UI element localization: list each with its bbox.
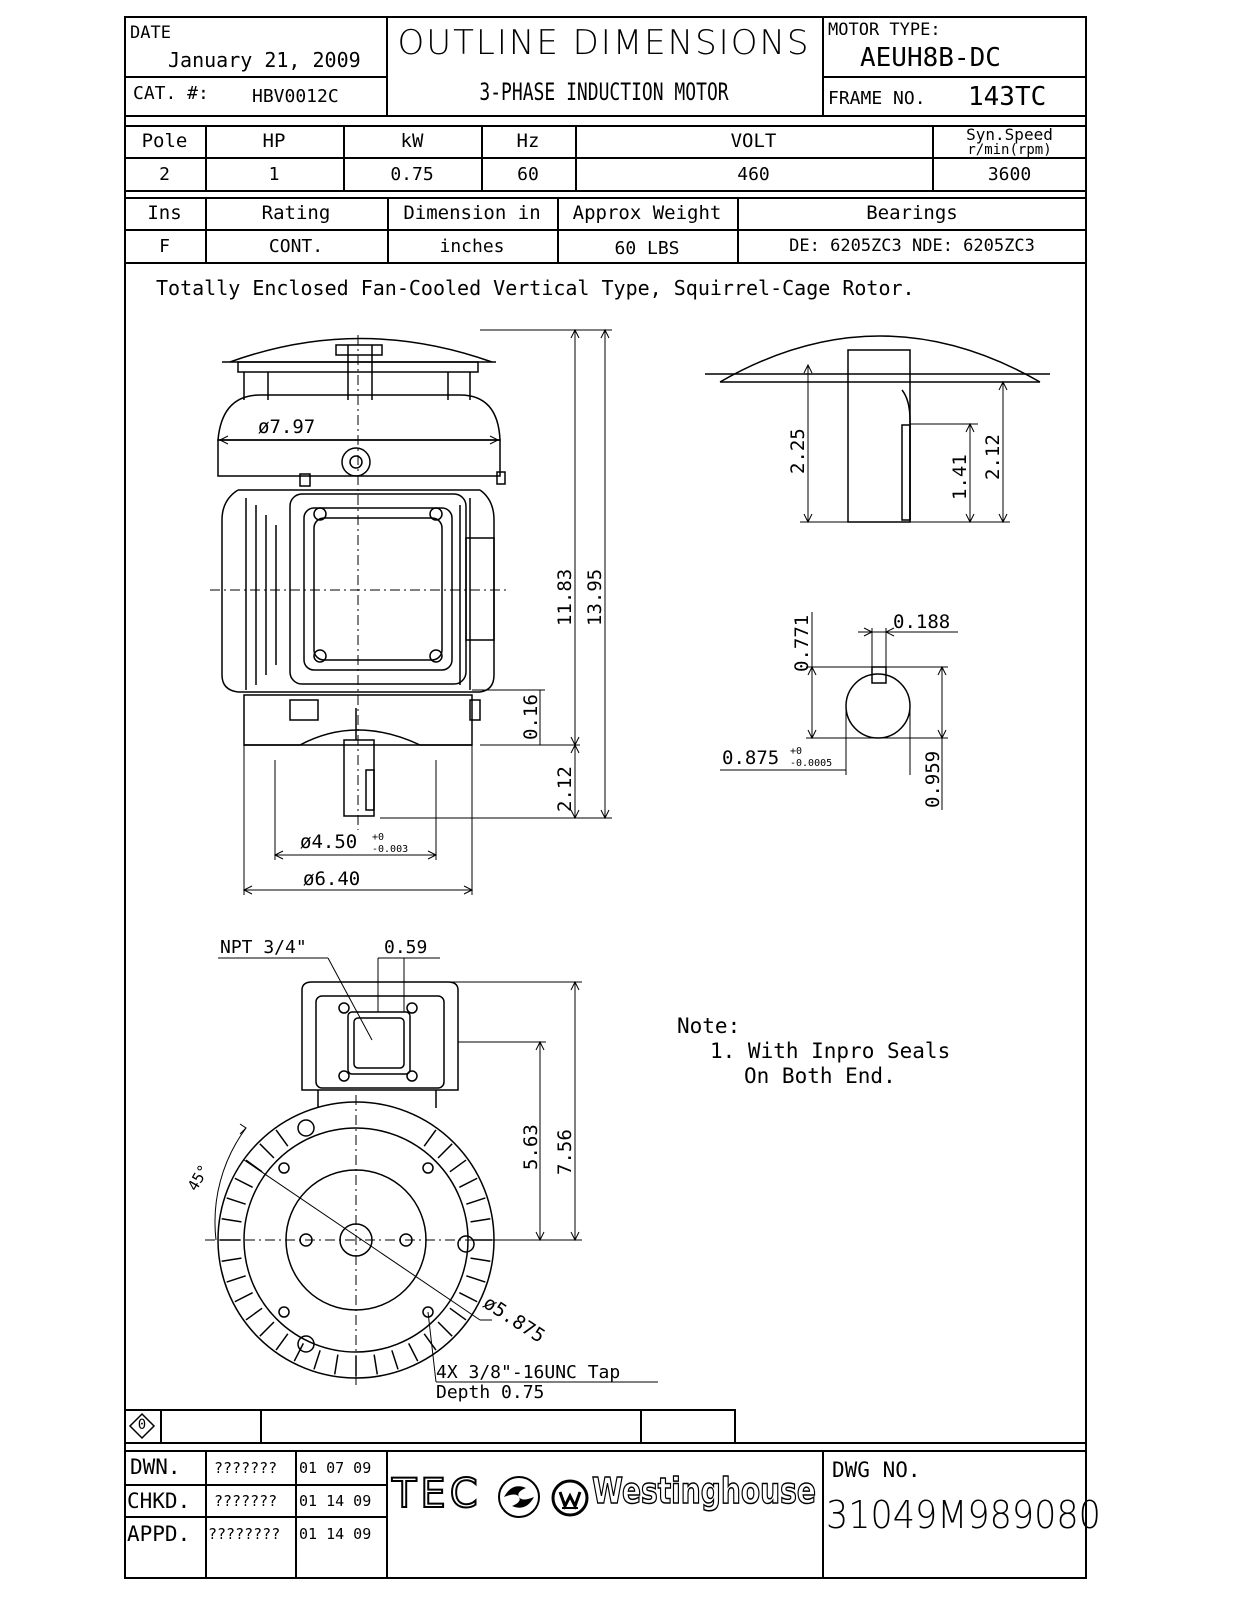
- th-weight: Approx Weight: [572, 202, 722, 224]
- dim-shaft-tol-minus: -0.0005: [790, 758, 833, 769]
- cat-label: CAT. #:: [133, 83, 209, 104]
- dim-0-16: 0.16: [520, 694, 542, 740]
- th-dimension: Dimension in: [403, 202, 541, 224]
- dwn-name: ???????: [214, 1459, 278, 1477]
- cooling-fin: [392, 1350, 398, 1369]
- cooling-fin: [459, 1178, 477, 1187]
- tap-label: 4X 3/8"-16UNC Tap: [436, 1362, 621, 1383]
- title-block-border: [295, 1450, 297, 1578]
- th-bearings: Bearings: [866, 202, 958, 224]
- westinghouse-logo-text: Westinghouse: [592, 1471, 816, 1512]
- cooling-fin: [409, 1343, 418, 1361]
- cooling-fin: [235, 1293, 253, 1302]
- td-weight: 60 LBS: [614, 238, 680, 259]
- frame-label: FRAME NO.: [828, 88, 926, 109]
- cooling-fin: [246, 1308, 262, 1320]
- cooling-fin: [459, 1293, 477, 1302]
- dim-0-188: 0.188: [893, 611, 951, 633]
- dim-11-83: 11.83: [554, 568, 576, 626]
- angle-45: 45°: [183, 1161, 214, 1194]
- title-block-border: [386, 1450, 388, 1578]
- cooling-fin: [450, 1160, 466, 1172]
- th-rating: Rating: [261, 202, 331, 224]
- dwn-label: DWN.: [130, 1455, 181, 1479]
- td-dimension: inches: [439, 236, 505, 257]
- cooling-fin: [227, 1276, 246, 1282]
- th-hz: Hz: [516, 130, 540, 152]
- dim-1-41: 1.41: [949, 454, 971, 500]
- cooling-fin: [424, 1334, 436, 1350]
- dwn-date: 01 07 09: [299, 1459, 372, 1477]
- dim-bolt-circle: ø5.875: [479, 1291, 549, 1348]
- npt-label: NPT 3/4": [220, 937, 307, 958]
- td-bearings: DE: 6205ZC3 NDE: 6205ZC3: [789, 236, 1035, 256]
- dim-0-771: 0.771: [791, 614, 813, 672]
- dim-flange: ø6.40: [303, 868, 361, 890]
- title-block-border: [822, 1450, 824, 1578]
- motor-type-value: AEUH8B-DC: [860, 43, 1001, 73]
- note-line-1: 1. With Inpro Seals: [710, 1039, 951, 1063]
- motor-description: Totally Enclosed Fan-Cooled Vertical Type, Squirrel-Cage Rotor.: [156, 276, 915, 300]
- cooling-fin: [260, 1144, 274, 1158]
- td-volt: 460: [737, 164, 770, 185]
- cooling-fin: [222, 1258, 242, 1261]
- cooling-fin: [335, 1355, 338, 1375]
- revision-strip: [260, 1409, 262, 1442]
- cooling-fin: [471, 1219, 491, 1222]
- shaft-key-view: [846, 667, 910, 738]
- dim-5-63: 5.63: [520, 1124, 542, 1170]
- appd-date: 01 14 09: [299, 1525, 372, 1543]
- dim-pilot-tol-minus: -0.003: [372, 844, 409, 855]
- dim-2-25: 2.25: [787, 428, 809, 474]
- dim-13-95: 13.95: [584, 568, 606, 626]
- revision-strip: [160, 1409, 162, 1442]
- dim-0-959: 0.959: [922, 750, 944, 808]
- cooling-fin: [314, 1350, 320, 1369]
- th-ins: Ins: [147, 202, 182, 224]
- dim-shaft-dia: 0.875: [722, 747, 780, 769]
- td-kw: 0.75: [390, 164, 434, 185]
- drawing-subtitle: 3-PHASE INDUCTION MOTOR: [479, 78, 729, 106]
- td-hp: 1: [268, 164, 280, 185]
- front-view-motor: [210, 335, 506, 830]
- westinghouse-logo-icon: [550, 1478, 590, 1518]
- dim-0-59: 0.59: [384, 937, 428, 958]
- th-hp: HP: [262, 130, 286, 152]
- depth-label: Depth 0.75: [436, 1382, 545, 1403]
- appd-label: APPD.: [127, 1522, 191, 1546]
- td-hz: 60: [517, 164, 539, 185]
- note-title: Note:: [677, 1014, 741, 1038]
- chkd-date: 01 14 09: [299, 1492, 372, 1510]
- cooling-fin: [276, 1334, 288, 1350]
- dim-2-12-shaft: 2.12: [982, 434, 1004, 480]
- cooling-fin: [424, 1130, 436, 1146]
- cooling-fin: [222, 1219, 242, 1222]
- title-block-border: [124, 1484, 386, 1486]
- cooling-fin: [466, 1276, 485, 1282]
- frame-value: 143TC: [968, 82, 1047, 112]
- cooling-fin: [260, 1322, 274, 1336]
- drawing-title: OUTLINE DIMENSIONS: [397, 23, 811, 63]
- th-volt: VOLT: [730, 130, 777, 152]
- title-block-border: [205, 1450, 207, 1578]
- title-block-border: [124, 1442, 1087, 1444]
- date-label: DATE: [130, 23, 171, 43]
- cooling-fin: [235, 1178, 253, 1187]
- dim-pilot: ø4.50: [300, 831, 358, 853]
- date-value: January 21, 2009: [168, 48, 361, 72]
- appd-name: ????????: [208, 1525, 281, 1543]
- th-pole: Pole: [141, 130, 188, 152]
- note-line-2: On Both End.: [744, 1064, 896, 1088]
- teco-logo: TEC: [392, 1471, 482, 1517]
- title-block-border: [124, 1516, 386, 1518]
- chkd-label: CHKD.: [127, 1489, 191, 1513]
- cooling-fin: [374, 1355, 377, 1375]
- cooling-fin: [276, 1130, 288, 1146]
- dim-pilot-tol-plus: +0: [372, 832, 385, 843]
- revision-mark: 0: [137, 1417, 147, 1433]
- revision-strip: [124, 1409, 735, 1411]
- shaft-side-view: [705, 336, 1050, 522]
- cooling-fin: [450, 1308, 466, 1320]
- td-ins: F: [159, 236, 170, 257]
- th-rpm: r/min(rpm): [967, 142, 1052, 158]
- cooling-fin: [466, 1198, 485, 1204]
- td-syn-speed: 3600: [987, 164, 1032, 185]
- dim-2-12-front: 2.12: [554, 766, 576, 812]
- dim-fan-dia: ø7.97: [258, 416, 316, 438]
- dwg-no-label: DWG NO.: [832, 1458, 921, 1482]
- cooling-fin: [438, 1144, 452, 1158]
- th-kw: kW: [400, 130, 424, 152]
- td-rating: CONT.: [268, 236, 324, 257]
- dwg-no-value: 31049M989080: [826, 1493, 1101, 1537]
- teco-swirl-icon: [496, 1474, 542, 1520]
- shaft-side-dimensions: [800, 365, 1040, 522]
- cat-value: HBV0012C: [252, 86, 339, 107]
- revision-strip: [734, 1409, 736, 1442]
- chkd-name: ???????: [214, 1492, 278, 1510]
- dim-shaft-tol-plus: +0: [790, 746, 803, 757]
- cooling-fin: [246, 1160, 262, 1172]
- title-block-border: [124, 1450, 1087, 1452]
- cooling-fin: [438, 1322, 452, 1336]
- revision-strip: [640, 1409, 642, 1442]
- dim-7-56: 7.56: [554, 1129, 576, 1175]
- cooling-fin: [227, 1198, 246, 1204]
- th-syn-speed: Syn.Speed: [966, 125, 1053, 144]
- td-pole: 2: [159, 164, 170, 185]
- motor-type-label: MOTOR TYPE:: [828, 20, 941, 40]
- cooling-fin: [471, 1258, 491, 1261]
